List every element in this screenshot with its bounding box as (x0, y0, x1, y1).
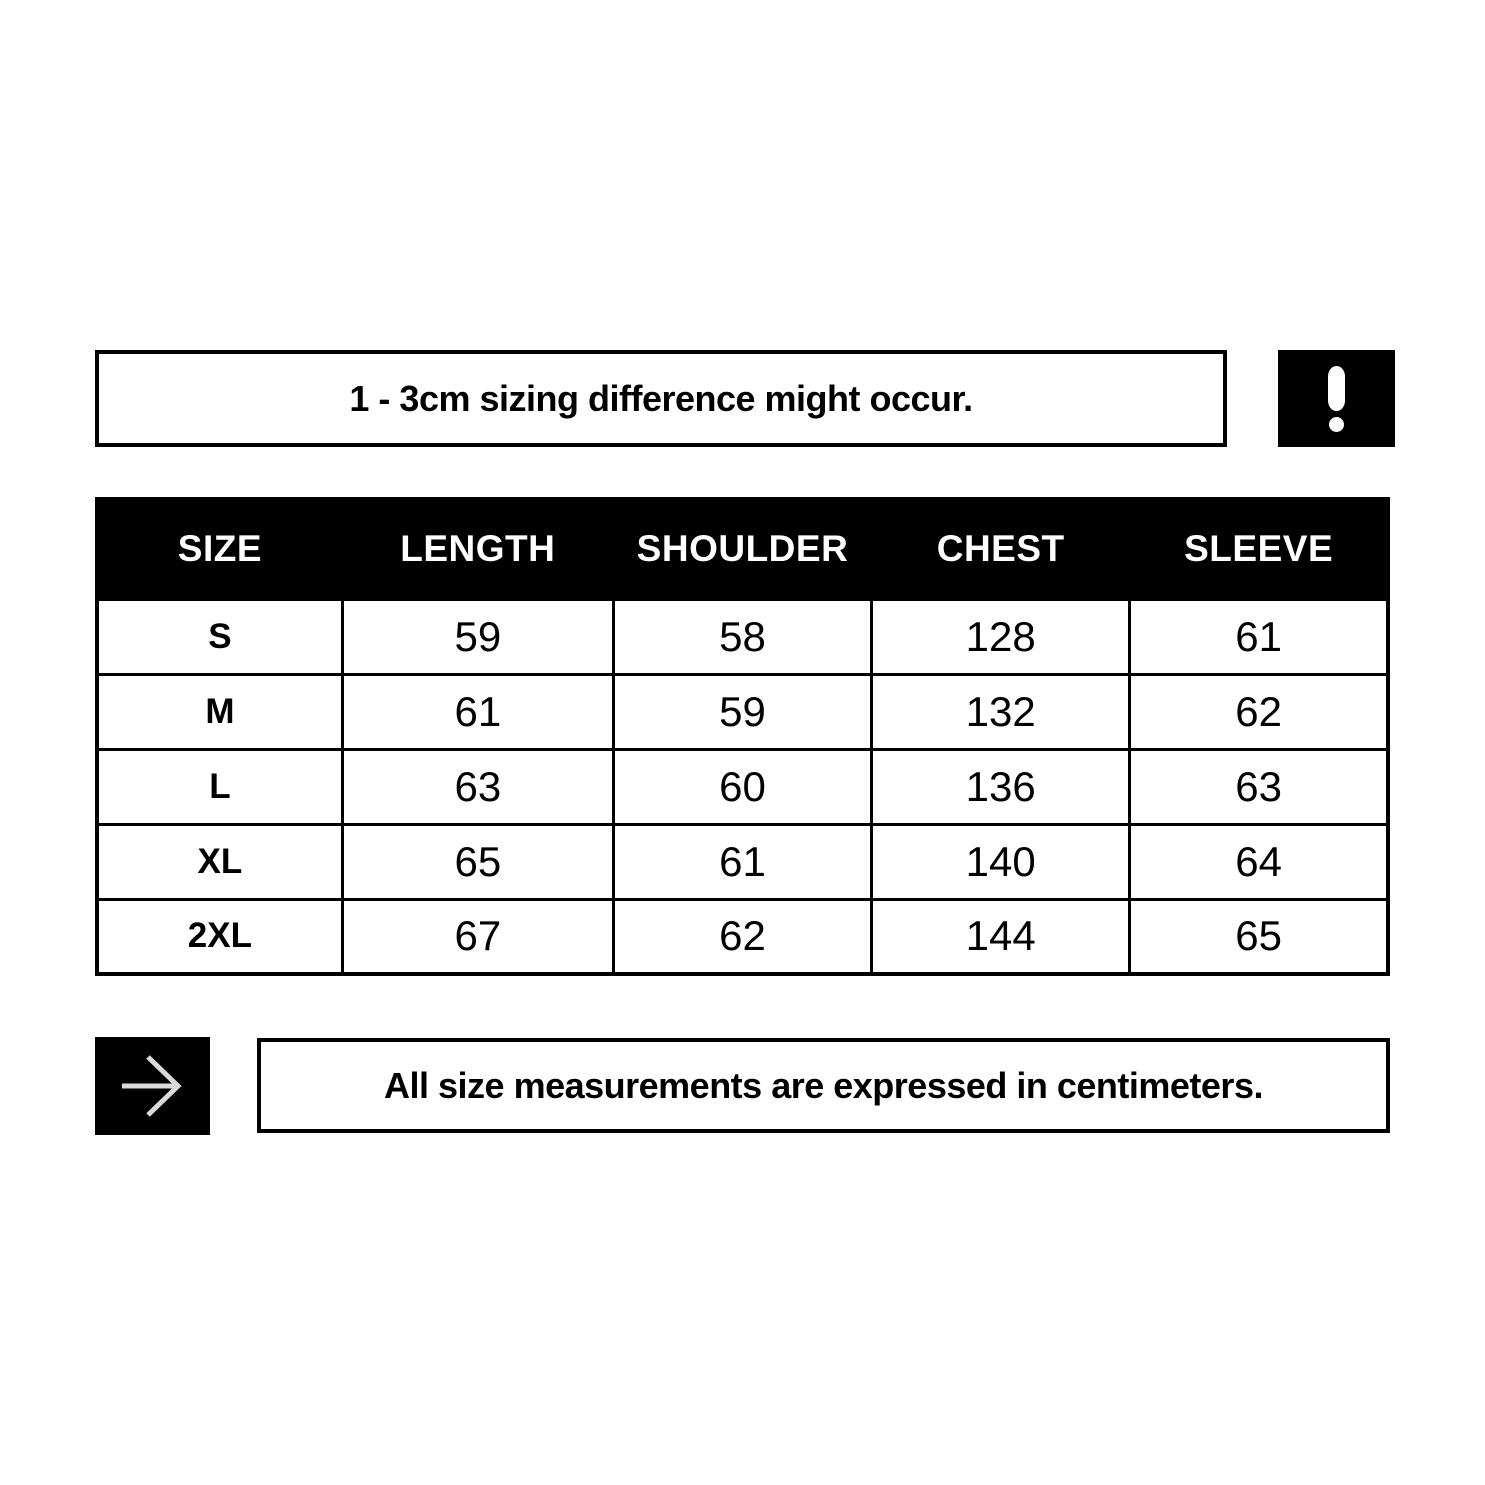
size-cell: M (97, 674, 342, 749)
shoulder-cell: 62 (613, 899, 871, 974)
chest-cell: 144 (872, 899, 1130, 974)
size-cell: XL (97, 824, 342, 899)
length-cell: 61 (342, 674, 613, 749)
size-table-body (97, 599, 1388, 974)
sleeve-cell: 62 (1130, 674, 1388, 749)
sizing-difference-notice (95, 350, 1227, 447)
shoulder-cell: 59 (613, 674, 871, 749)
units-notice (257, 1038, 1390, 1133)
arrow-right-icon (95, 1037, 210, 1135)
size-table (95, 497, 1390, 976)
table-row-m (97, 674, 1388, 749)
header-cell-chest: CHEST (872, 499, 1130, 599)
exclamation-dot (1329, 417, 1344, 432)
size-cell: L (97, 749, 342, 824)
header-cell-sleeve: SLEEVE (1130, 499, 1388, 599)
table-row-s (97, 599, 1388, 674)
exclamation-icon (1278, 350, 1395, 447)
sleeve-cell: 61 (1130, 599, 1388, 674)
chest-cell: 136 (872, 749, 1130, 824)
sizing-difference-notice-text: 1 - 3cm sizing difference might occur. (349, 377, 973, 419)
size-cell: 2XL (97, 899, 342, 974)
table-row-l (97, 749, 1388, 824)
table-row-2xl (97, 899, 1388, 974)
length-cell: 63 (342, 749, 613, 824)
arrow-right-glyph (95, 1037, 210, 1135)
header-cell-length: LENGTH (342, 499, 613, 599)
exclamation-bar (1328, 366, 1345, 411)
table-row-xl (97, 824, 1388, 899)
length-cell: 59 (342, 599, 613, 674)
sleeve-cell: 63 (1130, 749, 1388, 824)
chest-cell: 128 (872, 599, 1130, 674)
sleeve-cell: 64 (1130, 824, 1388, 899)
size-table-header (97, 499, 1388, 599)
units-notice-text: All size measurements are expressed in centimeters. (384, 1064, 1263, 1106)
chest-cell: 140 (872, 824, 1130, 899)
length-cell: 65 (342, 824, 613, 899)
header-cell-shoulder: SHOULDER (613, 499, 871, 599)
header-row (97, 499, 1388, 599)
size-cell: S (97, 599, 342, 674)
length-cell: 67 (342, 899, 613, 974)
header-cell-size: SIZE (97, 499, 342, 599)
chest-cell: 132 (872, 674, 1130, 749)
shoulder-cell: 58 (613, 599, 871, 674)
shoulder-cell: 60 (613, 749, 871, 824)
shoulder-cell: 61 (613, 824, 871, 899)
sleeve-cell: 65 (1130, 899, 1388, 974)
